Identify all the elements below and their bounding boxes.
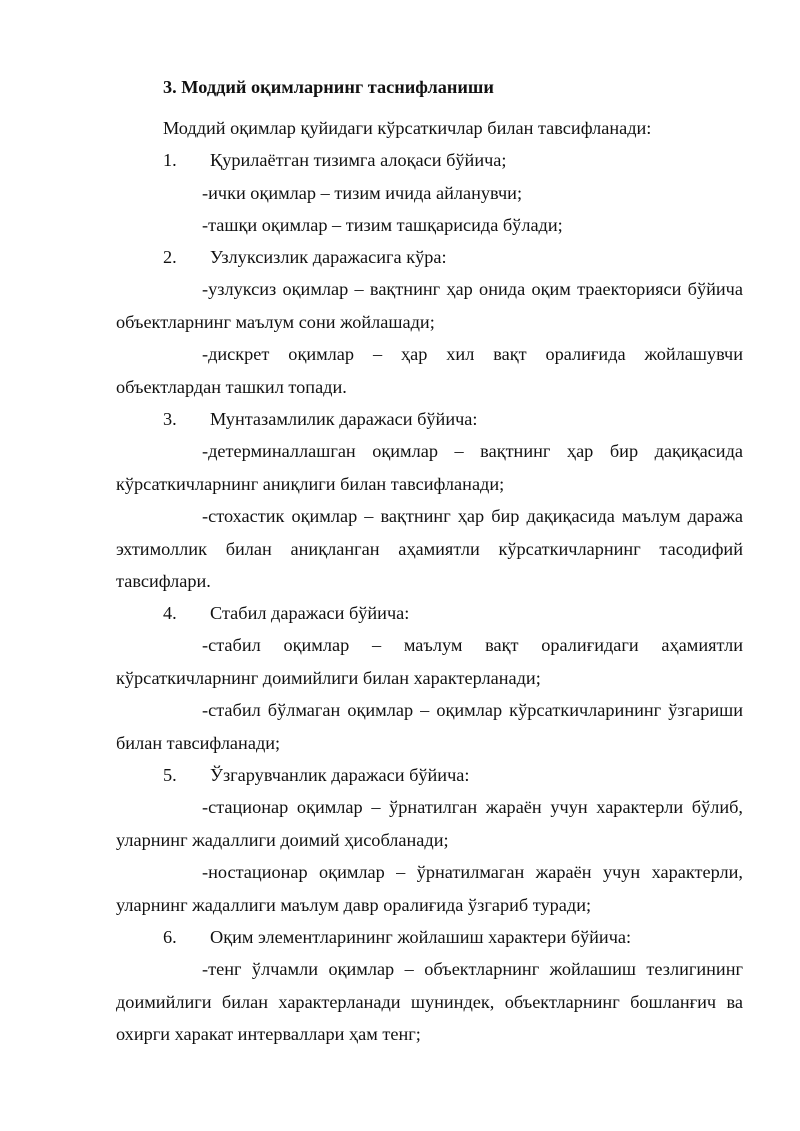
paragraph: -детерминаллашган оқимлар – вақтнинг ҳар бир дақиқасида кўрсаткичларнинг аниқлиги билан тавсифланади; xyxy=(116,441,743,494)
item-title: Қурилаётган тизимга алоқаси бўйича; xyxy=(210,150,507,170)
numbered-item-3 xyxy=(163,408,478,430)
paragraph: -стабил бўлмаган оқимлар – оқимлар кўрсаткичларининг ўзгариши билан тавсифланади; xyxy=(116,700,743,753)
paragraph: -тенг ўлчамли оқимлар – объектларнинг жойлашиш тезлигининг доимийлиги билан характерланади шуниндек, объектларнинг бошланғич ва охирги харакат интерваллари ҳам тенг; xyxy=(116,959,743,1044)
section-heading: 3. Моддий оқимларнинг таснифланиши xyxy=(163,77,494,97)
item-title: Оқим элементларининг жойлашиш характери бўйича: xyxy=(210,927,632,947)
intro-text: Моддий оқимлар қуйидаги кўрсаткичлар билан тавсифланади: xyxy=(163,118,652,138)
paragraph: -узлуксиз оқимлар – вақтнинг ҳар онида оқим траекторияси бўйича объектларнинг маълум сони жойлашади; xyxy=(116,279,743,332)
numbered-item-5 xyxy=(163,764,469,786)
item-number: 3. xyxy=(163,409,177,429)
numbered-item-1 xyxy=(163,149,507,171)
item-number: 5. xyxy=(163,765,177,785)
sub-item: -ташқи оқимлар – тизим ташқарисида бўлади; xyxy=(202,215,563,235)
item-number: 1. xyxy=(163,150,177,170)
paragraph: -стационар оқимлар – ўрнатилган жараён учун характерли бўлиб, уларнинг жадаллиги доимий ҳисобланади; xyxy=(116,797,743,850)
numbered-item-4 xyxy=(163,602,409,624)
paragraph: -дискрет оқимлар – ҳар хил вақт оралиғида жойлашувчи объектлардан ташкил топади. xyxy=(116,344,743,397)
numbered-item-6 xyxy=(163,926,631,948)
item-title: Узлуксизлик даражасига кўра: xyxy=(210,247,447,267)
sub-item: -ички оқимлар – тизим ичида айланувчи; xyxy=(202,183,523,203)
item-title: Стабил даражаси бўйича: xyxy=(210,603,410,623)
numbered-item-2 xyxy=(163,246,447,268)
paragraph: -стохастик оқимлар – вақтнинг ҳар бир дақиқасида маълум даража эхтимоллик билан аниқланган аҳамиятли кўрсаткичларнинг тасодифий тавсифлари. xyxy=(116,506,743,591)
paragraph: -стабил оқимлар – маълум вақт оралиғидаги аҳамиятли кўрсаткичларнинг доимийлиги билан характерланади; xyxy=(116,635,743,688)
item-number: 4. xyxy=(163,603,177,623)
item-title: Ўзгарувчанлик даражаси бўйича: xyxy=(210,765,470,785)
item-title: Мунтазамлилик даражаси бўйича: xyxy=(210,409,478,429)
item-number: 2. xyxy=(163,247,177,267)
paragraph: -ностационар оқимлар – ўрнатилмаган жараён учун характерли, уларнинг жадаллиги маълум давр оралиғида ўзгариб туради; xyxy=(116,862,743,915)
item-number: 6. xyxy=(163,927,177,947)
